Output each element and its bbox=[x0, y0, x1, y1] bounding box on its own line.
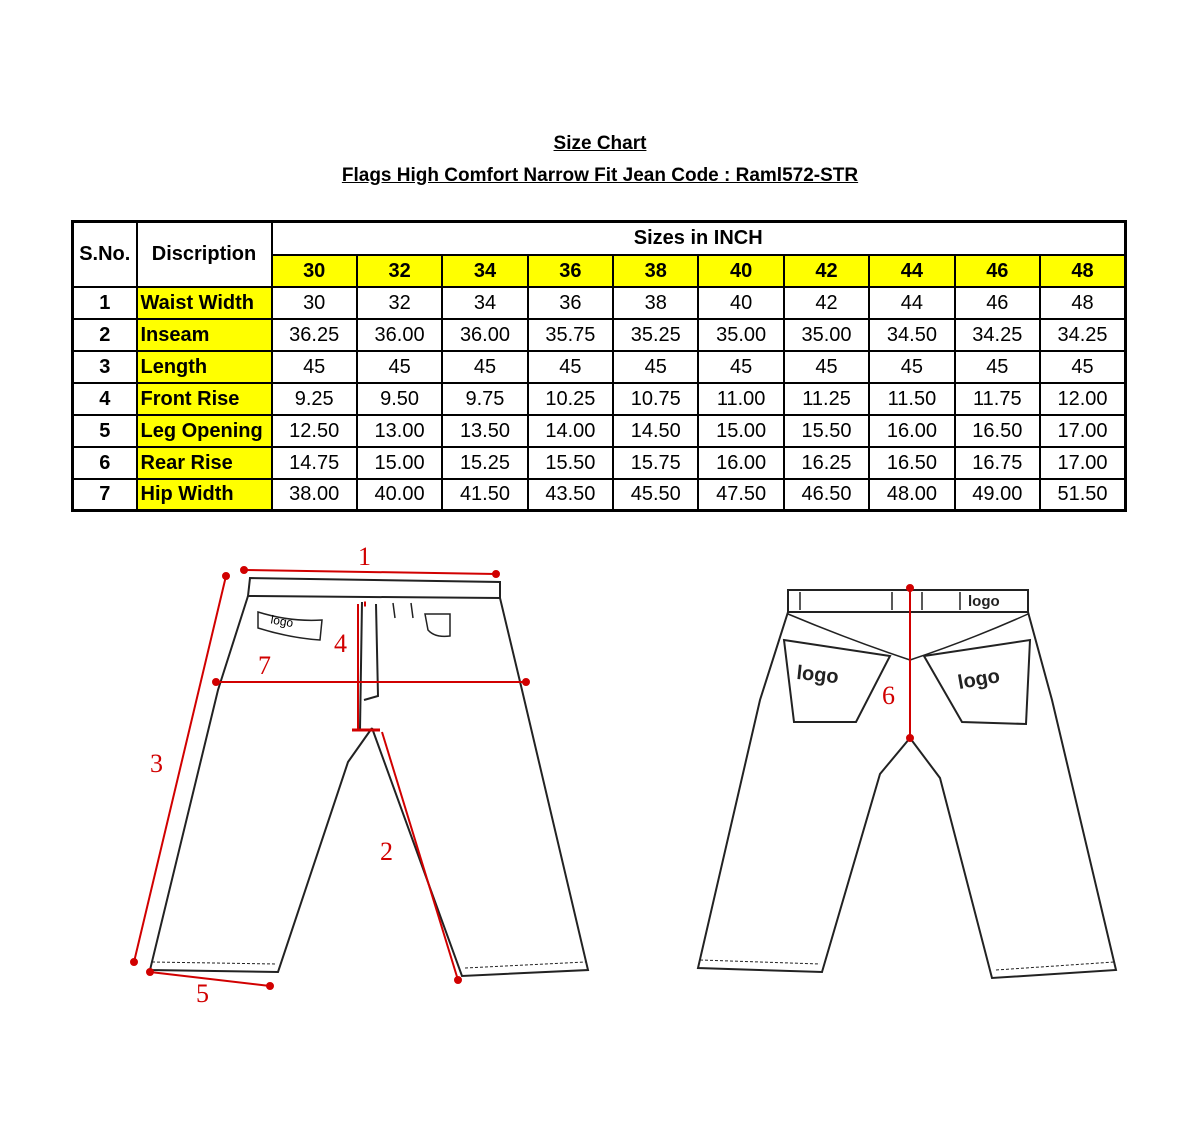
measurement-cell: 36 bbox=[528, 287, 613, 319]
table-row bbox=[73, 415, 1126, 447]
row-number: 4 bbox=[73, 383, 137, 415]
measurement-cell: 34.25 bbox=[1040, 319, 1125, 351]
label-length: 3 bbox=[150, 749, 163, 778]
size-header: 30 bbox=[272, 255, 357, 287]
front-logo-text: logo bbox=[269, 612, 295, 631]
measurement-cell: 35.00 bbox=[698, 319, 783, 351]
measurement-cell: 13.00 bbox=[357, 415, 442, 447]
measurement-cell: 35.75 bbox=[528, 319, 613, 351]
measurement-cell: 9.50 bbox=[357, 383, 442, 415]
measurement-cell: 14.50 bbox=[613, 415, 698, 447]
measurement-cell: 34.25 bbox=[955, 319, 1040, 351]
measurement-cell: 45 bbox=[869, 351, 954, 383]
size-header: 46 bbox=[955, 255, 1040, 287]
table-row bbox=[73, 319, 1126, 351]
measurement-cell: 13.50 bbox=[442, 415, 527, 447]
product-subtitle: Flags High Comfort Narrow Fit Jean Code : Raml572-STR bbox=[341, 165, 859, 186]
measurement-cell: 46.50 bbox=[784, 479, 869, 511]
row-description: Hip Width bbox=[137, 479, 272, 511]
back-pants-outline bbox=[698, 590, 1116, 978]
header-sizes: Sizes in INCH bbox=[272, 222, 1126, 255]
measurement-cell: 30 bbox=[272, 287, 357, 319]
table-row bbox=[73, 383, 1126, 415]
measurement-cell: 15.50 bbox=[784, 415, 869, 447]
measurement-cell: 17.00 bbox=[1040, 415, 1125, 447]
size-header: 36 bbox=[528, 255, 613, 287]
measurement-cell: 36.00 bbox=[442, 319, 527, 351]
measurement-cell: 40.00 bbox=[357, 479, 442, 511]
row-number: 5 bbox=[73, 415, 137, 447]
row-number: 2 bbox=[73, 319, 137, 351]
row-description: Waist Width bbox=[137, 287, 272, 319]
measurement-cell: 45 bbox=[272, 351, 357, 383]
label-rear-rise: 6 bbox=[882, 681, 895, 710]
measurement-cell: 44 bbox=[869, 287, 954, 319]
measurement-cell: 14.00 bbox=[528, 415, 613, 447]
table-row bbox=[73, 447, 1126, 479]
measurement-cell: 16.50 bbox=[955, 415, 1040, 447]
waistband-logo-text: logo bbox=[968, 593, 1000, 610]
size-table bbox=[71, 220, 1127, 512]
front-pants-outline bbox=[150, 578, 588, 976]
row-description: Leg Opening bbox=[137, 415, 272, 447]
measurement-cell: 35.00 bbox=[784, 319, 869, 351]
measurement-cell: 45 bbox=[528, 351, 613, 383]
row-number: 6 bbox=[73, 447, 137, 479]
measurement-cell: 36.25 bbox=[272, 319, 357, 351]
size-header: 42 bbox=[784, 255, 869, 287]
measurement-cell: 42 bbox=[784, 287, 869, 319]
row-number: 1 bbox=[73, 287, 137, 319]
measurement-cell: 45.50 bbox=[613, 479, 698, 511]
measurement-cell: 15.00 bbox=[357, 447, 442, 479]
header-sno: S.No. bbox=[73, 222, 137, 287]
row-description: Front Rise bbox=[137, 383, 272, 415]
measurement-cell: 38 bbox=[613, 287, 698, 319]
measurement-cell: 38.00 bbox=[272, 479, 357, 511]
label-front-rise: 4 bbox=[334, 629, 347, 658]
measurement-cell: 48.00 bbox=[869, 479, 954, 511]
measurement-cell: 49.00 bbox=[955, 479, 1040, 511]
size-header: 40 bbox=[698, 255, 783, 287]
label-waist: 1 bbox=[358, 542, 371, 571]
measurement-cell: 45 bbox=[784, 351, 869, 383]
measurement-cell: 45 bbox=[442, 351, 527, 383]
back-pocket-left-logo: logo bbox=[795, 661, 840, 689]
measurement-cell: 15.00 bbox=[698, 415, 783, 447]
measurement-cell: 16.00 bbox=[698, 447, 783, 479]
measurement-cell: 34 bbox=[442, 287, 527, 319]
measurement-cell: 12.00 bbox=[1040, 383, 1125, 415]
measurement-cell: 15.50 bbox=[528, 447, 613, 479]
measurement-cell: 32 bbox=[357, 287, 442, 319]
row-description: Inseam bbox=[137, 319, 272, 351]
row-number: 7 bbox=[73, 479, 137, 511]
measurement-cell: 17.00 bbox=[1040, 447, 1125, 479]
measurement-cell: 11.00 bbox=[698, 383, 783, 415]
page-title: Size Chart bbox=[553, 133, 647, 154]
measurement-cell: 35.25 bbox=[613, 319, 698, 351]
measurement-cell: 15.75 bbox=[613, 447, 698, 479]
measurement-cell: 11.25 bbox=[784, 383, 869, 415]
size-header: 48 bbox=[1040, 255, 1125, 287]
measurement-cell: 46 bbox=[955, 287, 1040, 319]
label-inseam: 2 bbox=[380, 837, 393, 866]
measurement-cell: 45 bbox=[357, 351, 442, 383]
measurement-cell: 15.25 bbox=[442, 447, 527, 479]
measurement-cell: 41.50 bbox=[442, 479, 527, 511]
row-number: 3 bbox=[73, 351, 137, 383]
measurement-cell: 34.50 bbox=[869, 319, 954, 351]
table-row bbox=[73, 479, 1126, 511]
measurement-cell: 16.75 bbox=[955, 447, 1040, 479]
measurement-cell: 12.50 bbox=[272, 415, 357, 447]
measurement-cell: 16.00 bbox=[869, 415, 954, 447]
measurement-cell: 43.50 bbox=[528, 479, 613, 511]
back-pocket-right-logo: logo bbox=[956, 665, 1002, 695]
measurement-cell: 11.75 bbox=[955, 383, 1040, 415]
measurement-cell: 36.00 bbox=[357, 319, 442, 351]
table-row bbox=[73, 351, 1126, 383]
measurement-cell: 11.50 bbox=[869, 383, 954, 415]
measurement-cell: 45 bbox=[955, 351, 1040, 383]
row-description: Length bbox=[137, 351, 272, 383]
measurement-cell: 51.50 bbox=[1040, 479, 1125, 511]
pants-diagram bbox=[0, 530, 1200, 1030]
row-description: Rear Rise bbox=[137, 447, 272, 479]
measurement-cell: 45 bbox=[698, 351, 783, 383]
size-header: 38 bbox=[613, 255, 698, 287]
measurement-cell: 45 bbox=[1040, 351, 1125, 383]
size-header: 32 bbox=[357, 255, 442, 287]
measurement-cell: 9.75 bbox=[442, 383, 527, 415]
size-header: 34 bbox=[442, 255, 527, 287]
measurement-cell: 16.25 bbox=[784, 447, 869, 479]
label-hip: 7 bbox=[258, 651, 271, 680]
table-row bbox=[73, 287, 1126, 319]
back-measure-lines bbox=[907, 585, 913, 741]
measurement-cell: 48 bbox=[1040, 287, 1125, 319]
measurement-cell: 9.25 bbox=[272, 383, 357, 415]
size-header: 44 bbox=[869, 255, 954, 287]
measurement-cell: 45 bbox=[613, 351, 698, 383]
measurement-cell: 16.50 bbox=[869, 447, 954, 479]
label-leg-opening: 5 bbox=[196, 979, 209, 1008]
measurement-cell: 10.75 bbox=[613, 383, 698, 415]
measurement-cell: 47.50 bbox=[698, 479, 783, 511]
measurement-cell: 10.25 bbox=[528, 383, 613, 415]
measurement-cell: 40 bbox=[698, 287, 783, 319]
front-measure-lines bbox=[131, 567, 529, 989]
header-description: Discription bbox=[137, 222, 272, 287]
measurement-cell: 14.75 bbox=[272, 447, 357, 479]
